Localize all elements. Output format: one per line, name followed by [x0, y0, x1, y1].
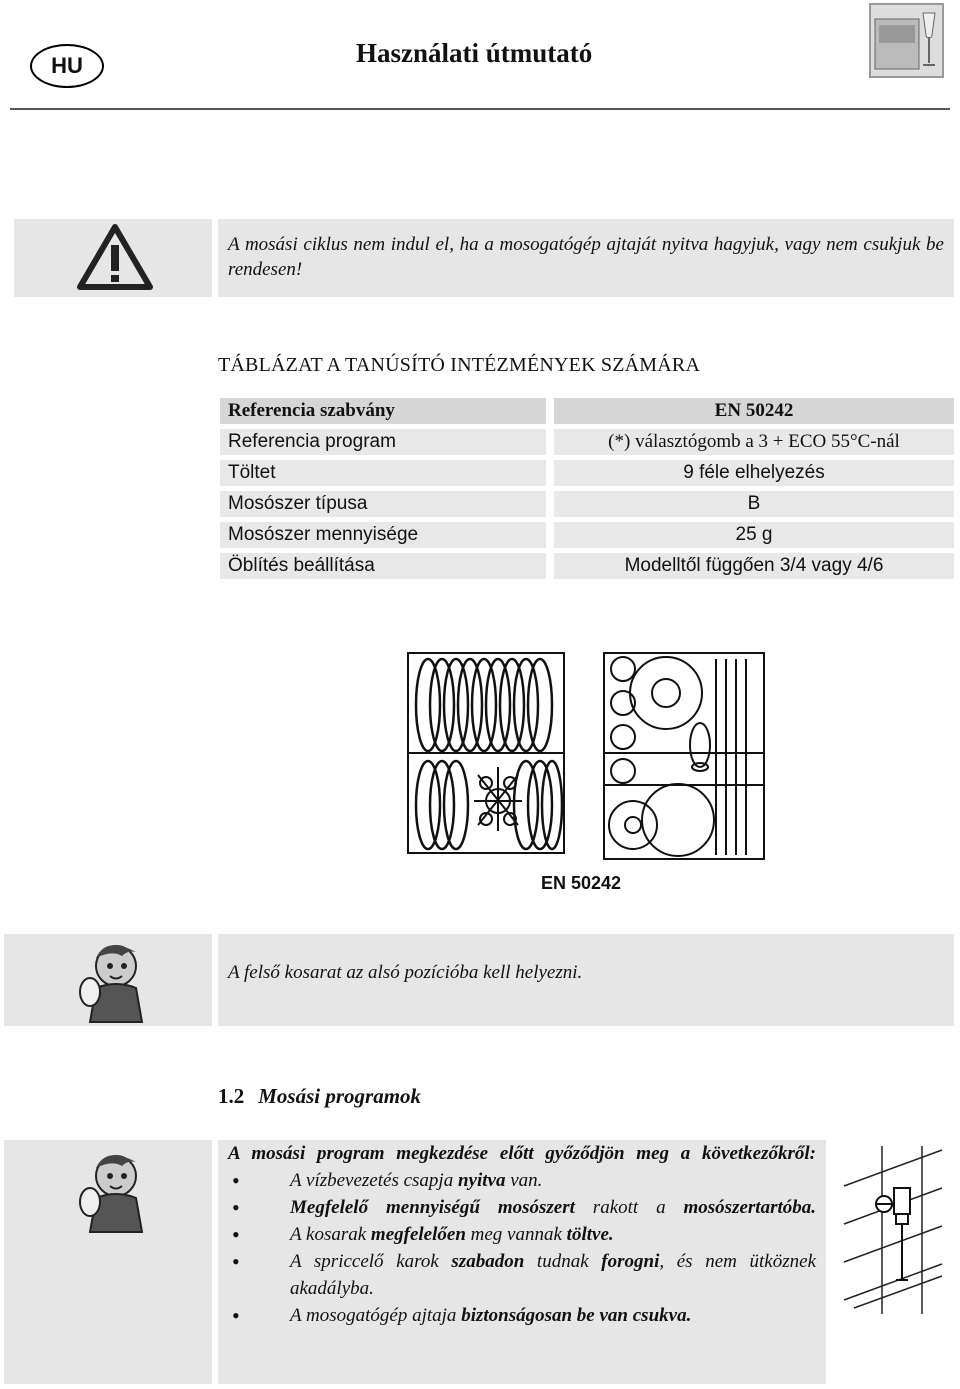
row-label: Referencia program: [220, 429, 546, 455]
row-label: Mosószer mennyisége: [220, 522, 546, 548]
row-value: 25 g: [546, 522, 954, 548]
row-value: B: [546, 491, 954, 517]
table-row: [220, 491, 954, 517]
list-item: • A mosogatógép ajtaja biztonságosan be van csukva.: [228, 1302, 816, 1329]
list-item: • A spriccelő karok szabadon tudnak forogni, és nem ütköznek akadályba.: [228, 1248, 816, 1302]
header-divider: [10, 108, 950, 110]
section-number: 1.2: [218, 1084, 245, 1108]
language-code: HU: [51, 53, 83, 78]
list-item: • A vízbevezetés csapja nyitva van.: [228, 1167, 816, 1194]
tip-text: A felső kosarat az alsó pozícióba kell helyezni.: [228, 962, 583, 983]
row-value: 9 féle elhelyezés: [546, 460, 954, 486]
figure-caption: EN 50242: [541, 873, 622, 893]
checklist-icon-panel: [4, 1140, 212, 1384]
row-value: (*) választógomb a 3 + ECO 55°C-nál: [546, 429, 954, 455]
row-value: EN 50242: [546, 398, 954, 424]
table-row: [220, 398, 954, 424]
warning-box: [218, 219, 954, 297]
certification-table: [220, 393, 954, 584]
warning-triangle-icon: [76, 223, 154, 291]
row-value: Modelltől függően 3/4 vagy 4/6: [546, 553, 954, 579]
row-label: Referencia szabvány: [220, 398, 546, 424]
table-row: [220, 553, 954, 579]
mascot-icon: [74, 1148, 154, 1234]
row-label: Öblítés beállítása: [220, 553, 546, 579]
dish-rack-loading-illustration: [398, 645, 770, 867]
table-row: [220, 429, 954, 455]
row-label: Mosószer típusa: [220, 491, 546, 517]
pre-start-checklist: [228, 1140, 816, 1329]
warning-icon-panel: [14, 219, 212, 297]
row-label: Töltet: [220, 460, 546, 486]
list-item: • A kosarak megfelelően meg vannak töltve.: [228, 1221, 816, 1248]
section-title: Mosási programok: [258, 1084, 422, 1108]
tip-icon-panel: [4, 934, 212, 1026]
certification-table-title: TÁBLÁZAT A TANÚSÍTÓ INTÉZMÉNYEK SZÁMÁRA: [218, 354, 701, 376]
tip-box: [218, 934, 954, 1026]
checklist-items: [228, 1167, 816, 1329]
page-title: Használati útmutató: [356, 38, 593, 68]
language-badge: [30, 44, 104, 88]
table-row: [220, 460, 954, 486]
table-row: [220, 522, 954, 548]
dishwasher-thumbnail-icon: [869, 3, 944, 78]
water-tap-illustration: [838, 1146, 944, 1318]
mascot-icon: [74, 938, 154, 1024]
checklist-intro: A mosási program megkezdése előtt győződjön meg a következőkről:: [228, 1143, 816, 1164]
section-heading: [218, 1084, 421, 1109]
list-item: • Megfelelő mennyiségű mosószert rakott a mosószertartóba.: [228, 1194, 816, 1221]
warning-text: A mosási ciklus nem indul el, ha a mosogatógép ajtaját nyitva hagyjuk, vagy nem csukjuk be rendesen!: [228, 234, 944, 280]
